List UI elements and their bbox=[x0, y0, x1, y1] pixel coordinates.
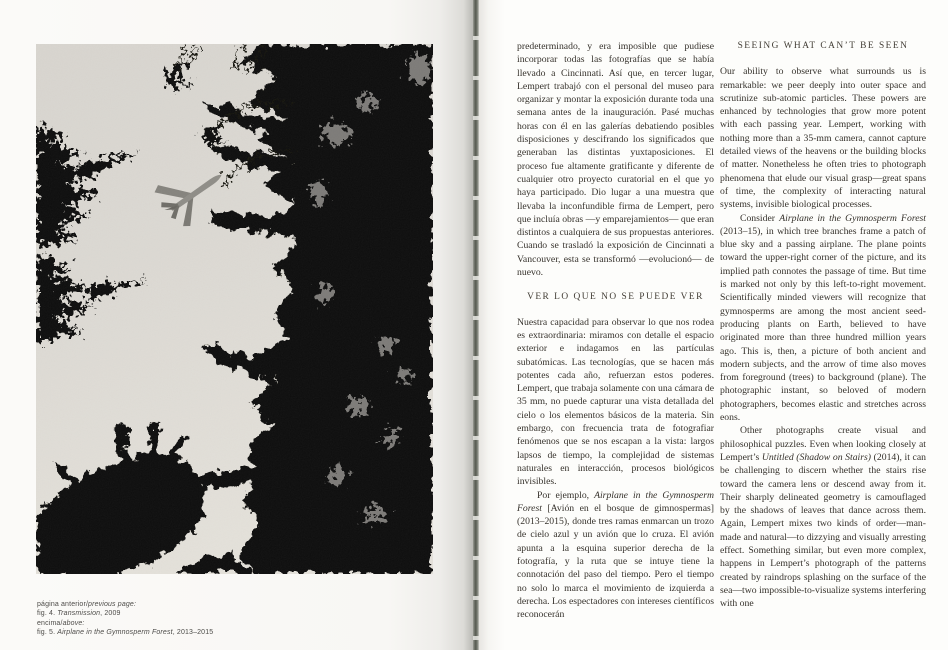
gymnosperm-forest-photo bbox=[36, 44, 433, 574]
caption-line bbox=[37, 609, 397, 618]
italic-text-run: Transmission bbox=[57, 610, 101, 618]
text-run: [Avión en el bosque de gimnospermas] (2013–2015), donde tres ramas enmarcan un trozo de cielo azul y un avión que lo cruza. El avión apunta a la esquina superior derecha de la fotografía, y la ruta que se intuye tiene la connotación del paso del tiempo. Pero el tiempo no solo lo marca el movimiento de izquierda a derecha. Los espectadores con intereses científicos reconocerán bbox=[517, 502, 714, 621]
text-run: fig. 5. bbox=[37, 628, 58, 636]
text-run: encima/ bbox=[37, 619, 63, 627]
text-paragraph bbox=[720, 65, 926, 211]
text-run: , 2013–2015 bbox=[172, 628, 214, 636]
photo-artwork bbox=[36, 44, 433, 574]
text-paragraph bbox=[720, 212, 926, 425]
text-run: Our ability to observe what surrounds us is remarkable: we peer deeply into outer space and scrutinize sub-atomic particles. These powers are enhanced by technologies that grow more potent with each passing year. Lempert, working with nothing more than a 35-mm camera, cannot capture detailed views of the heavens or the building blocks of matter. Nonetheless he often tries to photograph phenomena that elude our visual grasp—great spans of time, the complexity of interacting natural systems, invisible biological processes. bbox=[720, 66, 926, 211]
text-run: Consider bbox=[740, 212, 780, 224]
caption-line bbox=[37, 600, 397, 609]
film-grain bbox=[36, 44, 433, 574]
text-paragraph bbox=[517, 40, 714, 279]
italic-text-run: Airplane in the Gymnosperm Forest bbox=[517, 489, 714, 514]
caption-line bbox=[37, 619, 397, 628]
text-run: página anterior/ bbox=[37, 601, 89, 608]
italic-text-run: Airplane in the Gymnosperm Forest bbox=[57, 628, 173, 636]
caption-line bbox=[37, 628, 397, 637]
text-run: , 2009 bbox=[100, 610, 121, 618]
text-run: Por ejemplo, bbox=[537, 489, 595, 501]
right-page bbox=[479, 0, 948, 650]
text-paragraph bbox=[517, 489, 714, 622]
text-run: Nuestra capacidad para observar lo que nos rodea es extraordinaria: miramos con detalle el espacio exterior e indagamos en las partículas subatómicas. Las tecnologías, que se hacen más potentes cada año, refuerzan estos poderes. Lempert, que trabaja solamente con una cámara de 35 mm, no puede capturar una vista detallada del cielo o los elementos básicos de la materia. Sin embargo, con frecuencia trata de fotografiar fenómenos que se nos escapan a la vista: largos lapsos de tiempo, la complejidad de sistemas naturales en interacción, procesos biológicos invisibles. bbox=[517, 316, 714, 488]
left-page bbox=[0, 0, 473, 650]
english-text-column bbox=[720, 40, 926, 610]
section-heading: VER LO QUE NO SE PUEDE VER bbox=[527, 292, 704, 303]
text-run: (2014), it can be challenging to discern whether the stairs rise toward the camera lens or descend away from it. Their sharply delineated geometry is camouflaged by the shadows of leaves that dance across them. Again, Lempert mixes two kinds of order—man-made and natural—to dizzying and visually arresting effect. Something similar, but even more complex, happens in Lempert’s photograph of the patterns created by raindrops splashing on the surface of the sea—two impossible-to-visualize systems interfering with one bbox=[720, 451, 926, 610]
text-paragraph bbox=[720, 424, 926, 610]
text-run: (2013–15), in which tree branches frame a patch of blue sky and a passing airplane. The plane points toward the upper-right corner of the picture, and its implied path connotes the passage of time. But time is marked not only by this left-to-right movement. Scientifically minded viewers will recognize that gymnosperms are among the most ancient seed-producing plants on Earth, believed to have originated more than three hundred million years ago. This is, then, a picture of both ancient and modern subjects, and the arrow of time also moves from foreground (trees) to background (plane). The photographic instant, so beloved of modern photographers, becomes elastic and stretches across eons. bbox=[720, 225, 926, 424]
italic-text-run: above: bbox=[62, 619, 85, 627]
section-heading: SEEING WHAT CAN’T BE SEEN bbox=[737, 41, 909, 51]
figure-caption bbox=[37, 600, 397, 637]
text-run: fig. 4. bbox=[37, 610, 58, 618]
italic-text-run: Untitled (Shadow on Stairs) bbox=[761, 451, 872, 463]
italic-text-run: Airplane in the Gymnosperm Forest bbox=[779, 212, 926, 224]
spanish-text-column bbox=[517, 40, 714, 621]
text-paragraph bbox=[517, 316, 714, 489]
text-run: Other photographs create visual and philosophical puzzles. Even when looking closely at Lempert’s bbox=[720, 425, 926, 463]
text-run: predeterminado, y era imposible que pudiese incorporar todas las fotografías que se había llevado a Cincinnati. Así que, en tercer lugar, Lempert trabajó con el personal del museo para organizar y montar la exposición durante toda una semana antes de la inauguración. Pasé muchas horas con él en las galerías debatiendo posibles disposiciones y descifrando los significados que generaban las distintas yuxtaposiciones. El proceso fue altamente gratificante y diferente de cualquier otro proyecto curatorial en el que yo haya participado. Dio lugar a una muestra que llevaba la inconfundible firma de Lempert, pero que incluía obras —y emparejamientos— que eran distintos a cualquiera de sus propuestas anteriores. Cuando se trasladó la exposición de Cincinnati a Vancouver, esta se transformó —evolucionó— de nuevo. bbox=[517, 41, 714, 279]
italic-text-run: previous page: bbox=[88, 601, 137, 608]
